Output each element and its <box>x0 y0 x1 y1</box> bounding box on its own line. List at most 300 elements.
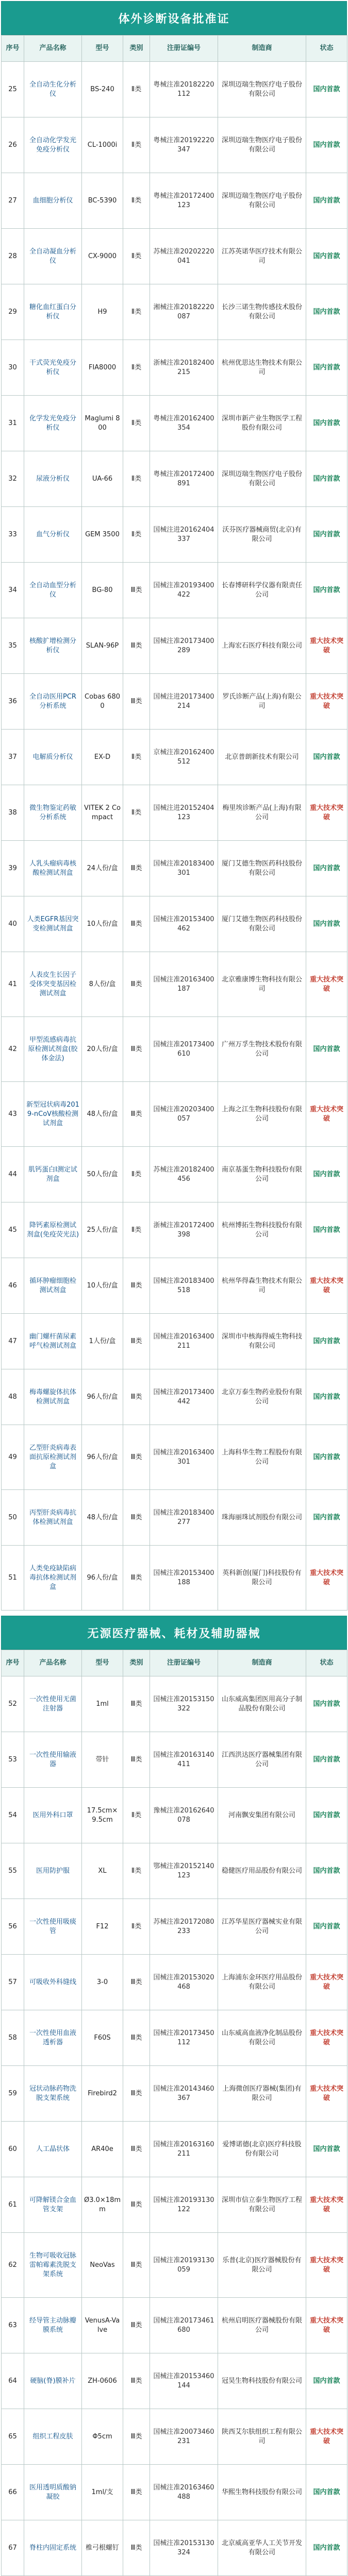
cell-no: 48 <box>2 1369 24 1425</box>
cell-name[interactable]: 一次性使用吸痰管 <box>24 1899 82 1955</box>
cell-name[interactable]: 生物可吸收冠脉雷帕霉素洗脱支架系统 <box>24 2233 82 2298</box>
cell-no: 47 <box>2 1314 24 1369</box>
table-row <box>2 1843 347 1899</box>
table-row <box>2 1147 347 1202</box>
cell-no: 57 <box>2 1955 24 2010</box>
cell-no: 25 <box>2 62 24 117</box>
cell-mfr: 深圳迈瑞生物医疗电子股份有限公司 <box>218 173 306 229</box>
table-row <box>2 1899 347 1955</box>
cell-model: 1ml <box>82 1676 123 1732</box>
cell-model: XL <box>82 1843 123 1899</box>
cell-cert: 国械注准20183400518 <box>150 1258 218 1314</box>
table-row <box>2 1676 347 1732</box>
cell-status: 国内首款 <box>306 2353 347 2409</box>
cell-no: 37 <box>2 730 24 785</box>
column-header-name: 产品名称 <box>24 36 82 62</box>
cell-status: 国内首款 <box>306 1147 347 1202</box>
cell-no: 32 <box>2 451 24 507</box>
cell-name[interactable]: 医用透明质酸钠凝胶 <box>24 2465 82 2520</box>
cell-no: 31 <box>2 396 24 451</box>
cell-no: 36 <box>2 674 24 730</box>
cell-mfr: 北京雅康博生物科技有限公司 <box>218 952 306 1017</box>
cell-cat: Ⅱ类 <box>123 1843 150 1899</box>
table-row <box>2 952 347 1017</box>
cell-no: 58 <box>2 2010 24 2066</box>
cell-name[interactable]: 新型冠状病毒2019-nCoV核酸检测试剂盒 <box>24 1082 82 1147</box>
cell-status: 国内首款 <box>306 841 347 896</box>
cell-status: 重大技术突破 <box>306 2010 347 2066</box>
cell-status: 国内首款 <box>306 1490 347 1546</box>
cell-cat: Ⅱ类 <box>123 284 150 340</box>
cell-no: 65 <box>2 2409 24 2465</box>
cell-mfr: 山东威高集团医用高分子制品股份有限公司 <box>218 1676 306 1732</box>
table-row <box>2 2353 347 2409</box>
cell-status: 重大技术突破 <box>306 2298 347 2353</box>
cell-status: 国内首款 <box>306 507 347 563</box>
cell-mfr: 上海微创医疗器械(集团)有限公司 <box>218 2066 306 2122</box>
cell-status: 国内首款 <box>306 284 347 340</box>
table-row <box>2 618 347 674</box>
cell-no: 43 <box>2 1082 24 1147</box>
cell-no: 30 <box>2 340 24 396</box>
column-header-mfr: 制造商 <box>218 36 306 62</box>
cell-cert: 苏械注准20182400456 <box>150 1147 218 1202</box>
cell-cert: 国械注准20163400301 <box>150 1425 218 1490</box>
cell-name[interactable]: 循环肿瘤细胞检测试剂盒 <box>24 1258 82 1314</box>
cell-cert: 国械注准20073460231 <box>150 2409 218 2465</box>
table-row <box>2 563 347 618</box>
table-row <box>2 1788 347 1843</box>
cell-status: 国内首款 <box>306 451 347 507</box>
cell-no: 28 <box>2 229 24 284</box>
cell-cat: Ⅱ类 <box>123 785 150 841</box>
cell-cert: 国械注准20163400187 <box>150 952 218 1017</box>
cell-no: 64 <box>2 2353 24 2409</box>
cell-model: NeoVas <box>82 2233 123 2298</box>
cell-name[interactable]: 幽门螺杆菌尿素呼气检测试剂盒 <box>24 1314 82 1369</box>
cell-model: AR40e <box>82 2122 123 2177</box>
cell-status: 重大技术突破 <box>306 1258 347 1314</box>
table-row <box>2 1314 347 1369</box>
cell-cert: 国械注准20153460144 <box>150 2353 218 2409</box>
cell-mfr: 沃芬医疗器械商贸(北京)有限公司 <box>218 507 306 563</box>
cell-name[interactable]: 人工晶状体 <box>24 2122 82 2177</box>
cell-cat: Ⅱ类 <box>123 451 150 507</box>
cell-status: 国内首款 <box>306 730 347 785</box>
cell-name[interactable]: 微生物鉴定药敏分析系统 <box>24 785 82 841</box>
cell-model: 10人份/盒 <box>82 896 123 952</box>
cell-model: F60S <box>82 2010 123 2066</box>
cell-cat: Ⅱ类 <box>123 507 150 563</box>
cell-cat: Ⅱ类 <box>123 1202 150 1258</box>
table-row <box>2 1082 347 1147</box>
cell-mfr: 厦门艾德生物医药科技股份有限公司 <box>218 896 306 952</box>
cell-cert: 苏械注准20172080233 <box>150 1899 218 1955</box>
cell-mfr: 河南飘安集团有限公司 <box>218 1788 306 1843</box>
cell-status: 国内首款 <box>306 340 347 396</box>
cell-no: 44 <box>2 1147 24 1202</box>
cell-cat: Ⅲ类 <box>123 2298 150 2353</box>
cell-mfr: 深圳迈瑞生物医疗电子股份有限公司 <box>218 451 306 507</box>
cell-model: 96人份/盒 <box>82 1425 123 1490</box>
registration-table <box>1 1650 347 2576</box>
cell-no: 51 <box>2 1546 24 1611</box>
cell-model: BC-5390 <box>82 173 123 229</box>
cell-name[interactable]: 肌钙蛋白I测定试剂盒 <box>24 1147 82 1202</box>
cell-mfr: 上海之江生物科技股份有限公司 <box>218 1082 306 1147</box>
cell-cat: Ⅲ类 <box>123 2177 150 2233</box>
cell-model: F12 <box>82 1899 123 1955</box>
cell-cert: 豫械注准20162640078 <box>150 1788 218 1843</box>
table-row <box>2 1490 347 1546</box>
cell-status: 国内首款 <box>306 62 347 117</box>
cell-cat: Ⅲ类 <box>123 1314 150 1369</box>
cell-name[interactable]: 脊柱内固定系统 <box>24 2520 82 2576</box>
cell-cert: 国械注准20193130122 <box>150 2177 218 2233</box>
table-row <box>2 896 347 952</box>
cell-status: 重大技术突破 <box>306 1082 347 1147</box>
cell-name[interactable]: 人类免疫缺陷病毒抗体检测试剂盒 <box>24 1546 82 1611</box>
cell-cert: 国械注准20163400211 <box>150 1314 218 1369</box>
cell-status: 重大技术突破 <box>306 2177 347 2233</box>
cell-cert: 国械注准20173400289 <box>150 618 218 674</box>
cell-cert: 国械注准20163160211 <box>150 2122 218 2177</box>
cell-model: SLAN-96P <box>82 618 123 674</box>
cell-cat: Ⅱ类 <box>123 396 150 451</box>
cell-mfr: 江西洪达医疗器械集团有限公司 <box>218 1732 306 1788</box>
table-row <box>2 730 347 785</box>
cell-status: 国内首款 <box>306 1017 347 1082</box>
table-header-row <box>2 1650 347 1676</box>
cell-model: FIA8000 <box>82 340 123 396</box>
table-row <box>2 396 347 451</box>
table-row <box>2 1955 347 2010</box>
cell-name[interactable]: 可吸收外科缝线 <box>24 1955 82 2010</box>
cell-mfr: 上海浦东金环医疗用品股份有限公司 <box>218 1955 306 2010</box>
cell-name[interactable]: 一次性使用无菌注射器 <box>24 1676 82 1732</box>
cell-cat: Ⅲ类 <box>123 1676 150 1732</box>
cell-status: 国内首款 <box>306 2122 347 2177</box>
cell-mfr: 广州万孚生物技术股份有限公司 <box>218 1017 306 1082</box>
cell-cert: 粤械注准20172400123 <box>150 173 218 229</box>
cell-cert: 国械注准20173400442 <box>150 1369 218 1425</box>
cell-mfr: 珠海丽珠试剂股份有限公司 <box>218 1490 306 1546</box>
table-row <box>2 62 347 117</box>
table-row <box>2 674 347 730</box>
document <box>1 1 347 2576</box>
cell-name[interactable]: 医用外科口罩 <box>24 1788 82 1843</box>
cell-model: Ø3.0×18mm <box>82 2177 123 2233</box>
cell-name[interactable]: 医用防护服 <box>24 1843 82 1899</box>
cell-no: 60 <box>2 2122 24 2177</box>
cell-status: 重大技术突破 <box>306 2233 347 2298</box>
column-header-cert: 注册证编号 <box>150 1650 218 1676</box>
cell-mfr: 长春博研科学仪器有限责任公司 <box>218 563 306 618</box>
cell-cat: Ⅲ类 <box>123 674 150 730</box>
cell-status: 国内首款 <box>306 563 347 618</box>
cell-name[interactable]: 一次性使用血液透析器 <box>24 2010 82 2066</box>
cell-no: 67 <box>2 2520 24 2576</box>
cell-mfr: 杭州华得森生物技术有限公司 <box>218 1258 306 1314</box>
column-header-cat: 类别 <box>123 1650 150 1676</box>
cell-name[interactable]: 人类EGFR基因突变检测试剂盒 <box>24 896 82 952</box>
cell-cat: Ⅲ类 <box>123 563 150 618</box>
cell-name[interactable]: 化学发光免疫分析仪 <box>24 396 82 451</box>
cell-status: 国内首款 <box>306 1202 347 1258</box>
cell-name[interactable]: 电解质分析仪 <box>24 730 82 785</box>
table-row <box>2 1425 347 1490</box>
cell-model: Firebird2 <box>82 2066 123 2122</box>
cell-status: 重大技术突破 <box>306 2409 347 2465</box>
cell-model: Cobas 6800 <box>82 674 123 730</box>
cell-no: 63 <box>2 2298 24 2353</box>
cell-cat: Ⅱ类 <box>123 1899 150 1955</box>
column-header-cat: 类别 <box>123 36 150 62</box>
cell-cat: Ⅲ类 <box>123 2233 150 2298</box>
cell-model: 椎弓根螺钉 <box>82 2520 123 2576</box>
column-header-cert: 注册证编号 <box>150 36 218 62</box>
column-header-model: 型号 <box>82 1650 123 1676</box>
cell-name[interactable]: 一次性使用输液器 <box>24 1732 82 1788</box>
cell-cat: Ⅲ类 <box>123 2409 150 2465</box>
cell-no: 66 <box>2 2465 24 2520</box>
cell-no: 55 <box>2 1843 24 1899</box>
cell-cat: Ⅲ类 <box>123 618 150 674</box>
cell-model: 3-0 <box>82 1955 123 2010</box>
cell-cert: 国械注进20162404337 <box>150 507 218 563</box>
cell-cert: 国械注准20153400462 <box>150 896 218 952</box>
cell-name[interactable]: 组织工程皮肤 <box>24 2409 82 2465</box>
cell-status: 国内首款 <box>306 229 347 284</box>
cell-model: 96人份/盒 <box>82 1546 123 1611</box>
cell-model: 1ml/支 <box>82 2465 123 2520</box>
cell-name[interactable]: 可降解镁合金血管支架 <box>24 2177 82 2233</box>
table-header-row <box>2 36 347 62</box>
cell-name[interactable]: 核酸扩增检测分析仪 <box>24 618 82 674</box>
cell-no: 59 <box>2 2066 24 2122</box>
cell-name[interactable]: 经导管主动脉瓣膜系统 <box>24 2298 82 2353</box>
cell-status: 重大技术突破 <box>306 1546 347 1611</box>
cell-cert: 京械注准20162400512 <box>150 730 218 785</box>
cell-cert: 国械注准20173461680 <box>150 2298 218 2353</box>
cell-no: 42 <box>2 1017 24 1082</box>
table-row <box>2 284 347 340</box>
cell-cert: 粤械注准20182220112 <box>150 62 218 117</box>
cell-mfr: 北京万泰生物药业股份有限公司 <box>218 1369 306 1425</box>
cell-name[interactable]: 全自动医用PCR分析系统 <box>24 674 82 730</box>
table-row <box>2 229 347 284</box>
cell-mfr: 梅里埃诊断产品(上海)有限公司 <box>218 785 306 841</box>
cell-cat: Ⅲ类 <box>123 2353 150 2409</box>
table-row <box>2 2066 347 2122</box>
cell-no: 62 <box>2 2233 24 2298</box>
table-row <box>2 1369 347 1425</box>
cell-cat: Ⅲ类 <box>123 1082 150 1147</box>
section-title: 体外诊断设备批准证 <box>1 1 347 35</box>
cell-cat: Ⅲ类 <box>123 1258 150 1314</box>
cell-model: 17.5cm×9.5cm <box>82 1788 123 1843</box>
cell-cat: Ⅲ类 <box>123 2520 150 2576</box>
cell-cat: Ⅲ类 <box>123 1017 150 1082</box>
cell-model: Φ5cm <box>82 2409 123 2465</box>
cell-no: 54 <box>2 1788 24 1843</box>
cell-mfr: 稳健医疗用品股份有限公司 <box>218 1843 306 1899</box>
cell-cat: Ⅲ类 <box>123 1732 150 1788</box>
cell-cat: Ⅲ类 <box>123 2066 150 2122</box>
cell-mfr: 上海宏石医疗科技有限公司 <box>218 618 306 674</box>
cell-mfr: 厦门艾德生物医药科技股份有限公司 <box>218 841 306 896</box>
cell-mfr: 深圳市中核海得威生物科技有限公司 <box>218 1314 306 1369</box>
table-row <box>2 117 347 173</box>
cell-mfr: 爱博诺德(北京)医疗科技股份有限公司 <box>218 2122 306 2177</box>
cell-name[interactable]: 血细胞分析仪 <box>24 173 82 229</box>
cell-cat: Ⅲ类 <box>123 2010 150 2066</box>
section-1 <box>1 1 347 1611</box>
cell-name[interactable]: 血气分析仪 <box>24 507 82 563</box>
cell-model: 50人份/盒 <box>82 1147 123 1202</box>
cell-cert: 粤械注准20162400354 <box>150 396 218 451</box>
column-header-no: 序号 <box>2 1650 24 1676</box>
cell-name[interactable]: 乙型肝炎病毒表面抗原检测试剂盒 <box>24 1425 82 1490</box>
cell-name[interactable]: 冠状动脉药物洗脱支架系统 <box>24 2066 82 2122</box>
cell-name[interactable]: 人表皮生长因子受体突变基因检测试剂盒 <box>24 952 82 1017</box>
cell-cert: 国械注准20183400301 <box>150 841 218 896</box>
cell-mfr: 杭州博拓生物科技股份有限公司 <box>218 1202 306 1258</box>
cell-model: VenusA-Valve <box>82 2298 123 2353</box>
cell-name[interactable]: 糖化血红蛋白分析仪 <box>24 284 82 340</box>
cell-name[interactable]: 丙型肝炎病毒抗体检测试剂盒 <box>24 1490 82 1546</box>
cell-cert: 国械注准20153400188 <box>150 1546 218 1611</box>
table-row <box>2 841 347 896</box>
cell-status: 国内首款 <box>306 1314 347 1369</box>
cell-mfr: 上海科华生物工程股份有限公司 <box>218 1425 306 1490</box>
cell-cat: Ⅱ类 <box>123 1147 150 1202</box>
table-row <box>2 2298 347 2353</box>
cell-cert: 国械注准20173400610 <box>150 1017 218 1082</box>
cell-model: Maglumi 800 <box>82 396 123 451</box>
section-title: 无源医疗器械、耗材及辅助器械 <box>1 1616 347 1650</box>
cell-name[interactable]: 甲型流感病毒抗原检测试剂盒(胶体金法) <box>24 1017 82 1082</box>
cell-cert: 国械注准20153020468 <box>150 1955 218 2010</box>
cell-no: 35 <box>2 618 24 674</box>
cell-cat: Ⅲ类 <box>123 1955 150 2010</box>
cell-no: 45 <box>2 1202 24 1258</box>
cell-name[interactable]: 全自动血型分析仪 <box>24 563 82 618</box>
cell-cert: 国械注准20153130324 <box>150 2520 218 2576</box>
cell-no: 40 <box>2 896 24 952</box>
cell-cat: Ⅲ类 <box>123 952 150 1017</box>
cell-status: 重大技术突破 <box>306 1955 347 2010</box>
cell-status: 国内首款 <box>306 1369 347 1425</box>
cell-cat: Ⅱ类 <box>123 1788 150 1843</box>
cell-status: 国内首款 <box>306 117 347 173</box>
cell-name[interactable]: 梅毒螺旋体抗体检测试剂盒 <box>24 1369 82 1425</box>
cell-status: 重大技术突破 <box>306 2066 347 2122</box>
table-row <box>2 2233 347 2298</box>
column-header-mfr: 制造商 <box>218 1650 306 1676</box>
cell-mfr: 江苏英诺华医疗技术有限公司 <box>218 229 306 284</box>
cell-model: UA-66 <box>82 451 123 507</box>
column-header-name: 产品名称 <box>24 1650 82 1676</box>
cell-cat: Ⅱ类 <box>123 62 150 117</box>
cell-model: 8人份/盒 <box>82 952 123 1017</box>
cell-model: CL-1000i <box>82 117 123 173</box>
cell-name[interactable]: 全自动化学发光免疫分析仪 <box>24 117 82 173</box>
cell-model: CX-9000 <box>82 229 123 284</box>
cell-model: 带针 <box>82 1732 123 1788</box>
cell-mfr: 杭州启明医疗器械股份有限公司 <box>218 2298 306 2353</box>
cell-status: 国内首款 <box>306 1425 347 1490</box>
cell-mfr: 长沙三诺生物传感技术股份有限公司 <box>218 284 306 340</box>
cell-no: 33 <box>2 507 24 563</box>
cell-no: 46 <box>2 1258 24 1314</box>
cell-cat: Ⅲ类 <box>123 2122 150 2177</box>
cell-cat: Ⅲ类 <box>123 1425 150 1490</box>
cell-mfr: 深圳迈瑞生物医疗电子股份有限公司 <box>218 117 306 173</box>
table-row <box>2 340 347 396</box>
cell-cat: Ⅱ类 <box>123 340 150 396</box>
table-row <box>2 173 347 229</box>
cell-status: 重大技术突破 <box>306 618 347 674</box>
cell-cat: Ⅱ类 <box>123 117 150 173</box>
cell-mfr: 深圳迈瑞生物医疗电子股份有限公司 <box>218 62 306 117</box>
cell-mfr: 冠昊生物科技股份有限公司 <box>218 2353 306 2409</box>
cell-name[interactable]: 尿液分析仪 <box>24 451 82 507</box>
cell-model: BS-240 <box>82 62 123 117</box>
cell-name[interactable]: 降钙素原检测试剂盒(免疫荧光法) <box>24 1202 82 1258</box>
cell-cert: 国械注准20203400057 <box>150 1082 218 1147</box>
cell-status: 国内首款 <box>306 1676 347 1732</box>
cell-name[interactable]: 全自动凝血分析仪 <box>24 229 82 284</box>
cell-mfr: 乐普(北京)医疗器械股份有限公司 <box>218 2233 306 2298</box>
cell-model: 96人份/盒 <box>82 1369 123 1425</box>
cell-mfr: 北京威高亚华人工关节开发有限公司 <box>218 2520 306 2576</box>
table-row <box>2 2409 347 2465</box>
cell-name[interactable]: 硬脑(脊)膜补片 <box>24 2353 82 2409</box>
cell-no: 53 <box>2 1732 24 1788</box>
cell-name[interactable]: 人乳头瘤病毒核酸检测试剂盒 <box>24 841 82 896</box>
cell-mfr: 南京基蛋生物科技股份有限公司 <box>218 1147 306 1202</box>
cell-cat: Ⅲ类 <box>123 1490 150 1546</box>
cell-cert: 国械注准20163460488 <box>150 2465 218 2520</box>
cell-model: EX-D <box>82 730 123 785</box>
cell-status: 国内首款 <box>306 2520 347 2576</box>
cell-cert: 国械注准20183400277 <box>150 1490 218 1546</box>
cell-no: 29 <box>2 284 24 340</box>
cell-name[interactable]: 全自动生化分析仪 <box>24 62 82 117</box>
cell-cert: 国械注进20173400214 <box>150 674 218 730</box>
cell-no: 34 <box>2 563 24 618</box>
cell-no: 41 <box>2 952 24 1017</box>
section-2 <box>1 1616 347 2576</box>
cell-model: ZH-0606 <box>82 2353 123 2409</box>
cell-name[interactable]: 干式荧光免疫分析仪 <box>24 340 82 396</box>
table-row <box>2 1017 347 1082</box>
cell-no: 50 <box>2 1490 24 1546</box>
cell-cert: 粤械注准20172400891 <box>150 451 218 507</box>
cell-status: 重大技术突破 <box>306 952 347 1017</box>
cell-cat: Ⅲ类 <box>123 1546 150 1611</box>
cell-mfr: 英科新创(厦门)科技股份有限公司 <box>218 1546 306 1611</box>
cell-status: 国内首款 <box>306 396 347 451</box>
cell-cat: Ⅲ类 <box>123 2465 150 2520</box>
cell-no: 26 <box>2 117 24 173</box>
cell-model: 25人份/盒 <box>82 1202 123 1258</box>
cell-cat: Ⅲ类 <box>123 896 150 952</box>
cell-cert: 国械注准20143460367 <box>150 2066 218 2122</box>
cell-cat: Ⅱ类 <box>123 173 150 229</box>
cell-model: VITEK 2 Compact <box>82 785 123 841</box>
